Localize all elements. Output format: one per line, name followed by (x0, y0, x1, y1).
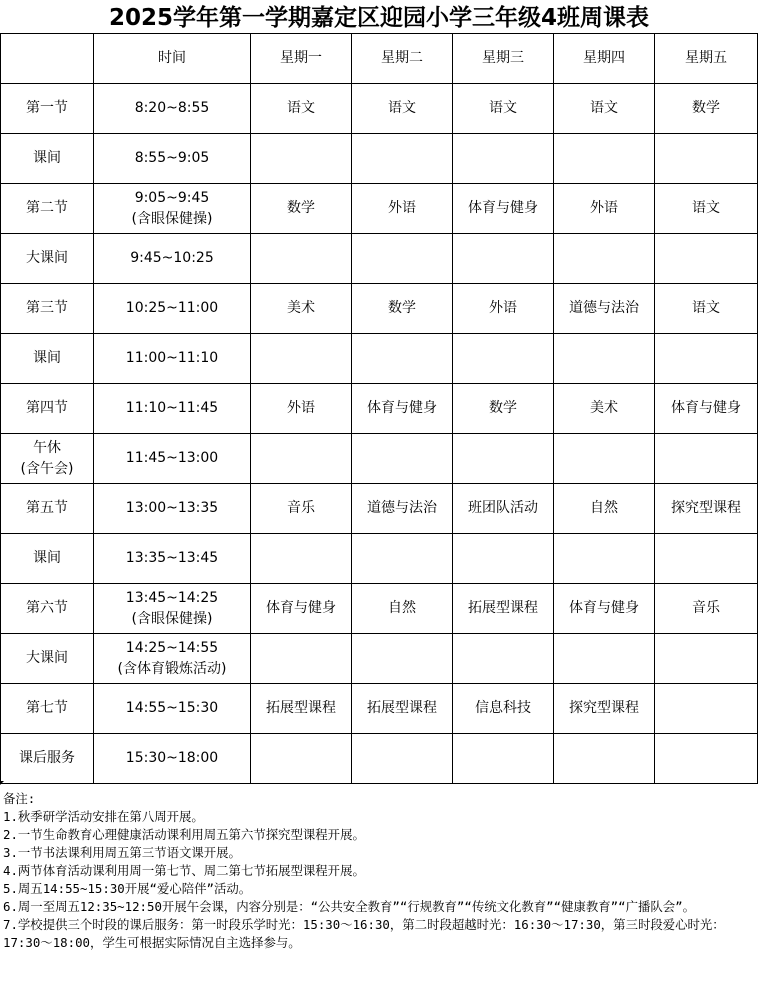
subject-cell (453, 634, 554, 684)
time-cell (94, 334, 251, 384)
header-cell: 星期一 (251, 34, 352, 84)
subject-cell (453, 234, 554, 284)
time-cell (94, 134, 251, 184)
table-row (1, 284, 758, 334)
time-cell (94, 234, 251, 284)
subject-cell: 美术 (554, 384, 655, 434)
subject-cell (453, 534, 554, 584)
subject-cell (655, 334, 758, 384)
subject-cell: 体育与健身 (453, 184, 554, 234)
table-row (1, 584, 758, 634)
table-row (1, 234, 758, 284)
subject-cell: 音乐 (251, 484, 352, 534)
note-line: 4.两节体育活动课利用周一第七节、周二第七节拓展型课程开展。 (3, 863, 365, 878)
time-range: 9:05~9:45 (134, 189, 210, 206)
subject-cell (251, 734, 352, 784)
time-cell (94, 384, 251, 434)
time-range: 13:00~13:35 (125, 500, 219, 516)
subject-cell: 外语 (352, 184, 453, 234)
note-line: 3.一节书法课利用周五第三节语文课开展。 (3, 845, 241, 860)
time-cell (94, 84, 251, 134)
period-cell (1, 284, 94, 334)
period-cell (1, 334, 94, 384)
period-label: 第五节 (26, 500, 68, 516)
table-row (1, 384, 758, 434)
subject-cell (655, 634, 758, 684)
subject-cell: 体育与健身 (352, 384, 453, 434)
subject-cell: 数学 (655, 84, 758, 134)
period-cell (1, 184, 94, 234)
time-range: 9:45~10:25 (130, 250, 214, 266)
subject-cell: 外语 (554, 184, 655, 234)
subject-cell: 数学 (453, 384, 554, 434)
header-cell (1, 34, 94, 84)
subject-cell (655, 134, 758, 184)
subject-cell (352, 634, 453, 684)
time-cell (94, 484, 251, 534)
subject-cell (251, 134, 352, 184)
subject-cell: 外语 (251, 384, 352, 434)
table-row (1, 534, 758, 584)
time-cell (94, 184, 251, 234)
subject-cell (352, 434, 453, 484)
period-label: 大课间 (26, 250, 68, 266)
time-note: (含眼保健操) (131, 610, 213, 627)
subject-cell: 数学 (251, 184, 352, 234)
time-note: (含体育锻炼活动) (117, 660, 227, 677)
period-label: 课后服务 (19, 750, 75, 766)
period-label: 第二节 (26, 200, 68, 216)
period-cell (1, 534, 94, 584)
time-cell (94, 684, 251, 734)
time-range: 11:00~11:10 (125, 350, 219, 366)
subject-cell: 语文 (251, 84, 352, 134)
subject-cell: 体育与健身 (251, 584, 352, 634)
time-range: 15:30~18:00 (125, 750, 219, 766)
period-label: 午休 (33, 439, 61, 456)
period-cell (1, 84, 94, 134)
table-row (1, 84, 758, 134)
time-range: 13:35~13:45 (125, 550, 219, 566)
time-range: 14:25~14:55 (125, 639, 219, 656)
period-cell (1, 234, 94, 284)
table-row (1, 484, 758, 534)
subject-cell (655, 734, 758, 784)
table-row (1, 434, 758, 484)
subject-cell: 探究型课程 (554, 684, 655, 734)
notes-section (3, 790, 755, 952)
table-header-row (1, 34, 758, 84)
time-cell (94, 534, 251, 584)
subject-cell (251, 234, 352, 284)
subject-cell (352, 134, 453, 184)
time-note: (含眼保健操) (131, 210, 213, 227)
subject-cell (655, 684, 758, 734)
subject-cell (453, 334, 554, 384)
subject-cell (554, 634, 655, 684)
table-row (1, 334, 758, 384)
header-cell: 星期四 (554, 34, 655, 84)
table-row (1, 684, 758, 734)
note-line: 5.周五14:55~15:30开展“爱心陪伴”活动。 (3, 881, 252, 896)
time-range: 10:25~11:00 (125, 300, 219, 316)
subject-cell (554, 434, 655, 484)
subject-cell (554, 534, 655, 584)
note-line: 1.秋季研学活动安排在第八周开展。 (3, 809, 204, 824)
period-label: 课间 (33, 550, 61, 566)
subject-cell (251, 534, 352, 584)
time-range: 11:45~13:00 (125, 450, 219, 466)
subject-cell (251, 434, 352, 484)
period-cell (1, 584, 94, 634)
period-label: 第六节 (26, 600, 68, 616)
table-row (1, 634, 758, 684)
period-note: (含午会) (20, 460, 74, 477)
header-cell: 星期五 (655, 34, 758, 84)
subject-cell (352, 734, 453, 784)
time-cell (94, 584, 251, 634)
subject-cell: 拓展型课程 (251, 684, 352, 734)
note-line: 6.周一至周五12:35~12:50开展午会课，内容分别是：“公共安全教育”“行规教育”“传统文化教育”“健康教育”“广播队会”。 (3, 899, 695, 914)
time-cell (94, 284, 251, 334)
subject-cell (453, 734, 554, 784)
subject-cell (554, 234, 655, 284)
note-line: 7.学校提供三个时段的课后服务：第一时段乐学时光：15:30～16:30，第二时段超越时光：16:30～17:30，第三时段爱心时光：17:30～18:00，学生可根据实际情况自主选择参与。 (3, 917, 725, 950)
subject-cell (655, 434, 758, 484)
subject-cell (554, 134, 655, 184)
subject-cell: 语文 (655, 184, 758, 234)
subject-cell (453, 134, 554, 184)
header-cell: 时间 (94, 34, 251, 84)
subject-cell: 班团队活动 (453, 484, 554, 534)
page-title: 2025学年第一学期嘉定区迎园小学三年级4班周课表 (108, 5, 650, 31)
subject-cell: 信息科技 (453, 684, 554, 734)
subject-cell (554, 734, 655, 784)
schedule-table (0, 33, 758, 784)
subject-cell (655, 534, 758, 584)
subject-cell (352, 334, 453, 384)
subject-cell: 语文 (554, 84, 655, 134)
table-row (1, 134, 758, 184)
time-cell (94, 734, 251, 784)
subject-cell: 道德与法治 (352, 484, 453, 534)
time-range: 8:55~9:05 (134, 150, 210, 166)
subject-cell: 拓展型课程 (453, 584, 554, 634)
header-cell: 星期三 (453, 34, 554, 84)
subject-cell: 体育与健身 (655, 384, 758, 434)
subject-cell (554, 334, 655, 384)
period-cell (1, 134, 94, 184)
notes-heading: 备注: (3, 791, 36, 806)
period-cell (1, 384, 94, 434)
subject-cell: 语文 (453, 84, 554, 134)
subject-cell (251, 334, 352, 384)
table-row (1, 184, 758, 234)
subject-cell: 自然 (554, 484, 655, 534)
subject-cell: 音乐 (655, 584, 758, 634)
subject-cell: 语文 (655, 284, 758, 334)
subject-cell: 体育与健身 (554, 584, 655, 634)
subject-cell (352, 234, 453, 284)
period-label: 第七节 (26, 700, 68, 716)
subject-cell: 道德与法治 (554, 284, 655, 334)
subject-cell: 外语 (453, 284, 554, 334)
subject-cell: 自然 (352, 584, 453, 634)
subject-cell: 探究型课程 (655, 484, 758, 534)
time-range: 14:55~15:30 (125, 700, 219, 716)
time-cell (94, 634, 251, 684)
note-line: 2.一节生命教育心理健康活动课利用周五第六节探究型课程开展。 (3, 827, 365, 842)
row-marker (0, 781, 4, 785)
time-range: 13:45~14:25 (125, 589, 219, 606)
period-cell (1, 734, 94, 784)
time-range: 11:10~11:45 (125, 400, 219, 416)
period-label: 第一节 (26, 100, 68, 116)
table-row (1, 734, 758, 784)
subject-cell: 语文 (352, 84, 453, 134)
period-label: 大课间 (26, 650, 68, 666)
period-label: 第四节 (26, 400, 68, 416)
period-cell (1, 434, 94, 484)
period-cell (1, 634, 94, 684)
subject-cell (251, 634, 352, 684)
header-cell: 星期二 (352, 34, 453, 84)
period-label: 课间 (33, 150, 61, 166)
period-cell (1, 484, 94, 534)
subject-cell (352, 534, 453, 584)
time-range: 8:20~8:55 (134, 100, 210, 116)
time-cell (94, 434, 251, 484)
period-label: 课间 (33, 350, 61, 366)
subject-cell: 拓展型课程 (352, 684, 453, 734)
period-cell (1, 684, 94, 734)
subject-cell: 数学 (352, 284, 453, 334)
subject-cell: 美术 (251, 284, 352, 334)
subject-cell (655, 234, 758, 284)
subject-cell (453, 434, 554, 484)
period-label: 第三节 (26, 300, 68, 316)
